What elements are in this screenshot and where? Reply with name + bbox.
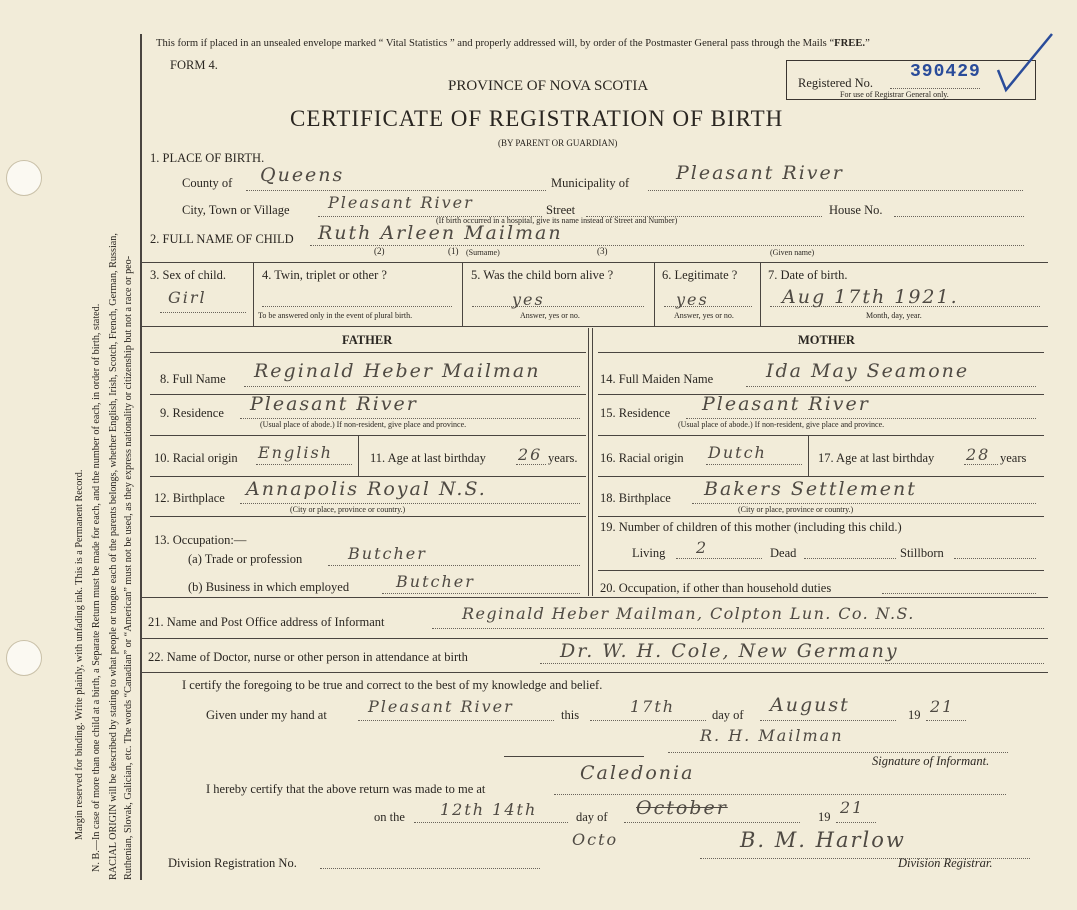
street-label: Street xyxy=(546,203,576,217)
father-business-label: (b) Business in which employed xyxy=(188,580,350,594)
given-label: Given under my hand at xyxy=(206,708,327,722)
given-year-dots xyxy=(926,720,966,721)
registrar-signature: B. M. Harlow xyxy=(740,828,906,852)
mother-birthplace-note: (City or place, province or country.) xyxy=(738,505,854,514)
center-divider-a xyxy=(588,328,589,596)
house-dots xyxy=(894,216,1024,217)
mother-racial-dots xyxy=(706,464,802,465)
father-trade-label: (a) Trade or profession xyxy=(188,552,303,566)
return-year-dots xyxy=(836,822,876,823)
row-12-rule xyxy=(150,516,586,517)
father-abode-note: (Usual place of abode.) If non-resident, give place and province. xyxy=(260,420,467,429)
given-month-dots xyxy=(760,720,896,721)
check-mark-stroke xyxy=(998,34,1052,90)
twin-note: To be answered only in the event of plural birth. xyxy=(258,311,413,320)
mother-age-value: 28 xyxy=(966,445,991,464)
center-mark-rule xyxy=(504,756,644,757)
mother-living-value: 2 xyxy=(696,538,709,557)
postal-notice xyxy=(156,38,870,49)
division-reg-no-dots xyxy=(320,868,540,869)
city-value: Pleasant River xyxy=(328,193,474,212)
division-registrar-label: Division Registrar. xyxy=(898,856,993,870)
mother-occupation-label: 20. Occupation, if other than household duties xyxy=(600,581,832,595)
row-21-rule xyxy=(142,638,1048,639)
given-day-dots xyxy=(590,720,706,721)
legit-dots xyxy=(664,306,752,307)
postal-notice-free: FREE. xyxy=(834,38,866,49)
legit-label: 6. Legitimate ? xyxy=(662,268,738,282)
twin-dots xyxy=(262,306,452,307)
binding-hole-top xyxy=(6,160,42,196)
place-of-birth-heading: 1. PLACE OF BIRTH. xyxy=(150,151,265,165)
informant-signature-dots xyxy=(668,752,1008,753)
form-left-border xyxy=(140,34,142,880)
registered-number: 390429 xyxy=(910,62,981,82)
return-month-value: October xyxy=(636,797,728,819)
dob-label: 7. Date of birth. xyxy=(768,268,848,282)
father-racial-dots xyxy=(256,464,352,465)
father-residence-label: 9. Residence xyxy=(160,406,224,420)
margin-note-racial-origin-1: RACIAL ORIGIN will be described by stating to what people or tongue each of the parents belongs, whether English, Irish, Scotch, French, German, Russian, xyxy=(108,233,119,880)
mother-birthplace-value: Bakers Settlement xyxy=(704,478,917,500)
center-divider-b xyxy=(592,328,593,596)
informant-label: 21. Name and Post Office address of Informant xyxy=(148,615,385,629)
county-value: Queens xyxy=(260,164,345,186)
registered-label: Registered No. xyxy=(798,76,873,90)
row-10-rule xyxy=(150,476,586,477)
child-name-value: Ruth Arleen Mailman xyxy=(318,222,563,244)
father-trade-dots xyxy=(328,565,580,566)
father-heading: FATHER xyxy=(342,333,393,347)
father-business-dots xyxy=(382,593,580,594)
row-16-divider xyxy=(808,436,809,476)
given-month-value: August xyxy=(770,694,850,716)
father-years-label: years. xyxy=(548,451,578,465)
father-name-label: 8. Full Name xyxy=(160,372,226,386)
informant-dots xyxy=(432,628,1044,629)
mother-children-label: 19. Number of children of this mother (including this child.) xyxy=(600,520,902,534)
house-label: House No. xyxy=(829,203,883,217)
mother-abode-note: (Usual place of abode.) If non-resident, give place and province. xyxy=(678,420,885,429)
father-birthplace-dots xyxy=(240,503,580,504)
mother-name-dots xyxy=(746,386,1036,387)
mother-name-label: 14. Full Maiden Name xyxy=(600,372,714,386)
father-name-value: Reginald Heber Mailman xyxy=(254,360,541,382)
sex-label: 3. Sex of child. xyxy=(150,268,227,282)
child-given-note: (Given name) xyxy=(770,248,815,257)
father-birthplace-note: (City or place, province or country.) xyxy=(290,505,406,514)
row-15-rule xyxy=(598,435,1044,436)
father-name-dots xyxy=(244,386,580,387)
divider-6-7 xyxy=(760,262,761,326)
mother-birthplace-dots xyxy=(692,503,1036,504)
return-month-dots xyxy=(624,822,800,823)
mother-occupation-dots xyxy=(882,593,1036,594)
row-13-bottom-rule xyxy=(142,597,1048,598)
registered-dots xyxy=(890,88,980,89)
child-surname-note: (Surname) xyxy=(466,248,500,257)
municipality-value: Pleasant River xyxy=(676,162,844,184)
doctor-dots xyxy=(540,663,1044,664)
mother-heading-rule xyxy=(598,352,1044,353)
municipality-dots xyxy=(648,190,1023,191)
mother-racial-value: Dutch xyxy=(708,443,767,462)
province-heading: PROVINCE OF NOVA SCOTIA xyxy=(448,78,649,94)
return-place-value: Caledonia xyxy=(580,762,695,784)
given-year-prefix: 19 xyxy=(908,708,921,722)
father-residence-dots xyxy=(240,418,580,419)
alive-note: Answer, yes or no. xyxy=(520,311,580,320)
mother-dead-label: Dead xyxy=(770,546,797,560)
county-label: County of xyxy=(182,176,233,190)
legit-value: yes xyxy=(676,290,709,309)
mother-name-value: Ida May Seamone xyxy=(766,360,970,382)
return-day-of-label: day of xyxy=(576,810,608,824)
given-place-value: Pleasant River xyxy=(368,697,514,716)
father-birthplace-label: 12. Birthplace xyxy=(154,491,225,505)
mother-stillborn-label: Stillborn xyxy=(900,546,944,560)
mother-dead-dots xyxy=(804,558,896,559)
father-age-label: 11. Age at last birthday xyxy=(370,451,486,465)
row-19-rule xyxy=(598,570,1044,571)
city-label: City, Town or Village xyxy=(182,203,290,217)
postal-notice-close: ” xyxy=(865,38,870,49)
row-9-rule xyxy=(150,435,586,436)
return-year-prefix: 19 xyxy=(818,810,831,824)
return-day-dots xyxy=(414,822,568,823)
alive-dots xyxy=(472,306,644,307)
given-this-label: this xyxy=(561,708,580,722)
return-year-value: 21 xyxy=(840,798,865,817)
given-year-value: 21 xyxy=(930,697,955,716)
return-day-value: 12th 14th xyxy=(440,800,538,819)
return-on-the-label: on the xyxy=(374,810,405,824)
margin-note-racial-origin-2: Ruthenian, Slovak, Galician, etc. The words “Canadian” or “American” must not be used, as they express nationality or citizenship but not a race or peo- xyxy=(123,255,134,880)
margin-note-binding: Margin reserved for binding. Write plainly, with unfading ink. This is a Permanent Record. xyxy=(74,469,85,840)
row-10-divider xyxy=(358,436,359,476)
child-order-mark-surname: (1) xyxy=(448,246,459,256)
mother-age-dots xyxy=(964,464,998,465)
doctor-value: Dr. W. H. Cole, New Germany xyxy=(560,640,899,662)
mother-residence-value: Pleasant River xyxy=(702,393,870,415)
mother-living-label: Living xyxy=(632,546,666,560)
row-3-7-top-rule xyxy=(142,262,1048,263)
father-heading-rule xyxy=(150,352,586,353)
child-order-mark-middle: (3) xyxy=(597,246,608,256)
doctor-label: 22. Name of Doctor, nurse or other person in attendance at birth xyxy=(148,650,468,664)
page-title: CERTIFICATE OF REGISTRATION OF BIRTH xyxy=(290,106,784,131)
return-statement: I hereby certify that the above return was made to me at xyxy=(206,782,486,796)
father-residence-value: Pleasant River xyxy=(250,393,418,415)
certify-statement: I certify the foregoing to be true and correct to the best of my knowledge and belief. xyxy=(182,678,603,692)
informant-value: Reginald Heber Mailman, Colpton Lun. Co. N.S. xyxy=(462,604,915,623)
informant-signature: R. H. Mailman xyxy=(700,726,844,745)
registrar-note: For use of Registrar General only. xyxy=(840,90,949,99)
return-month-note: Octo xyxy=(572,830,619,849)
return-place-dots xyxy=(554,794,1006,795)
given-place-dots xyxy=(358,720,554,721)
father-birthplace-value: Annapolis Royal N.S. xyxy=(246,478,487,500)
mother-residence-label: 15. Residence xyxy=(600,406,671,420)
legit-note: Answer, yes or no. xyxy=(674,311,734,320)
page-subtitle: (BY PARENT OR GUARDIAN) xyxy=(498,138,618,148)
mother-racial-label: 16. Racial origin xyxy=(600,451,684,465)
father-age-value: 26 xyxy=(518,445,543,464)
child-order-mark-given: (2) xyxy=(374,246,385,256)
alive-label: 5. Was the child born alive ? xyxy=(471,268,614,282)
child-name-dots xyxy=(310,245,1024,246)
mother-heading: MOTHER xyxy=(798,333,855,347)
divider-3-4 xyxy=(253,262,254,326)
sex-value: Girl xyxy=(168,288,207,307)
row-16-rule xyxy=(598,476,1044,477)
division-reg-no-label: Division Registration No. xyxy=(168,856,297,870)
father-age-dots xyxy=(516,464,546,465)
margin-note-multiple-births: N. B.—In case of more than one child at a birth, a Separate Return must be made for each, and the number of each, in order of birth, stated. xyxy=(91,303,102,872)
binding-hole-bottom xyxy=(6,640,42,676)
county-dots xyxy=(246,190,546,191)
sex-dots xyxy=(160,312,246,313)
dob-value: Aug 17th 1921. xyxy=(782,286,959,308)
child-name-label: 2. FULL NAME OF CHILD xyxy=(150,232,294,246)
row-18-rule xyxy=(598,516,1044,517)
father-racial-label: 10. Racial origin xyxy=(154,451,238,465)
dob-dots xyxy=(770,306,1040,307)
mother-years-label: years xyxy=(1000,451,1027,465)
mother-stillborn-dots xyxy=(954,558,1036,559)
row-22-rule xyxy=(142,672,1048,673)
mother-age-label: 17. Age at last birthday xyxy=(818,451,935,465)
given-day-of-label: day of xyxy=(712,708,744,722)
mother-residence-dots xyxy=(686,418,1036,419)
father-trade-value: Butcher xyxy=(348,544,427,563)
father-business-value: Butcher xyxy=(396,572,475,591)
divider-5-6 xyxy=(654,262,655,326)
father-racial-value: English xyxy=(258,443,333,462)
municipality-label: Municipality of xyxy=(551,176,630,190)
signature-of-informant-label: Signature of Informant. xyxy=(872,754,990,768)
alive-value: yes xyxy=(512,290,545,309)
given-day-value: 17th xyxy=(630,697,676,716)
mother-birthplace-label: 18. Birthplace xyxy=(600,491,671,505)
dob-note: Month, day, year. xyxy=(866,311,922,320)
hospital-note: (If birth occurred in a hospital, give its name instead of Street and Number) xyxy=(436,216,678,225)
mother-living-dots xyxy=(676,558,762,559)
divider-4-5 xyxy=(462,262,463,326)
father-occupation-label: 13. Occupation:— xyxy=(154,533,247,547)
row-3-7-bottom-rule xyxy=(142,326,1048,327)
form-number: FORM 4. xyxy=(170,58,218,72)
check-mark-icon xyxy=(990,30,1070,100)
twin-label: 4. Twin, triplet or other ? xyxy=(262,268,387,282)
postal-notice-text: This form if placed in an unsealed envelope marked “ Vital Statistics ” and properly addressed will, by order of the Postmaster General pass through the Mails “ xyxy=(156,38,835,49)
